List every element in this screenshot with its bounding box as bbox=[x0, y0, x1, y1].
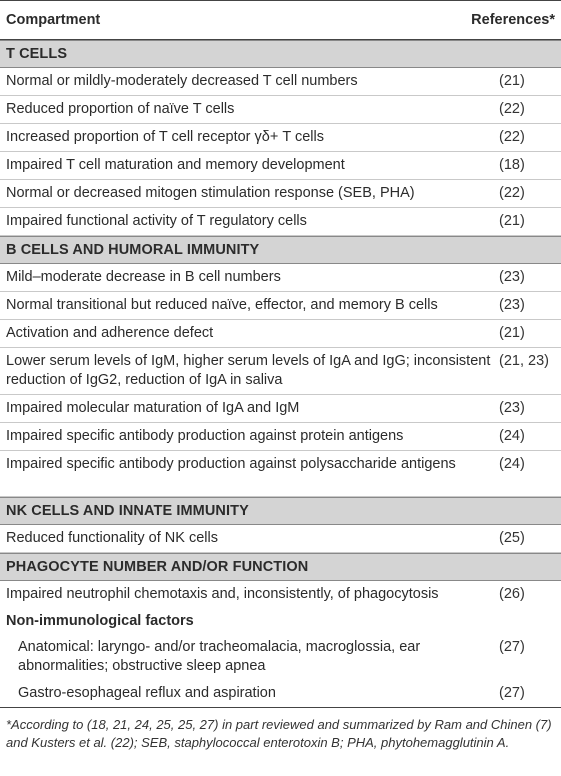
header-references: References* bbox=[471, 11, 555, 28]
table-row bbox=[0, 451, 561, 497]
section-nk-cells: NK CELLS AND INNATE IMMUNITY bbox=[0, 497, 561, 525]
row-text: Impaired specific antibody production against protein antigens bbox=[6, 428, 404, 444]
row-ref: (21) bbox=[499, 325, 525, 341]
row-text: Mild–moderate decrease in B cell numbers bbox=[6, 269, 281, 285]
row-ref: (22) bbox=[499, 101, 525, 117]
table-row bbox=[0, 348, 561, 395]
table-row bbox=[0, 124, 561, 152]
row-ref: (23) bbox=[499, 297, 525, 313]
table-row bbox=[0, 634, 561, 680]
row-text: Normal or decreased mitogen stimulation response (SEB, PHA) bbox=[6, 185, 415, 201]
row-text: Gastro-esophageal reflux and aspiration bbox=[18, 685, 276, 701]
row-ref: (24) bbox=[499, 428, 525, 444]
row-ref: (23) bbox=[499, 400, 525, 416]
row-text: Increased proportion of T cell receptor γδ+ T cells bbox=[6, 129, 324, 145]
table-row bbox=[0, 208, 561, 236]
row-text: Anatomical: laryngo- and/or tracheomalacia, macroglossia, ear abnormalities; obstructive sleep apnea bbox=[18, 639, 421, 674]
row-ref: (21) bbox=[499, 213, 525, 229]
row-ref: (23) bbox=[499, 269, 525, 285]
table-header bbox=[0, 0, 561, 40]
row-ref: (18) bbox=[499, 157, 525, 173]
row-ref: (24) bbox=[499, 456, 525, 472]
row-text: Normal or mildly-moderately decreased T cell numbers bbox=[6, 73, 358, 89]
row-ref: (21) bbox=[499, 73, 525, 89]
section-phagocyte: PHAGOCYTE NUMBER AND/OR FUNCTION bbox=[0, 553, 561, 581]
row-ref: (25) bbox=[499, 530, 525, 546]
section-t-cells: T CELLS bbox=[0, 40, 561, 68]
row-ref: (21, 23) bbox=[499, 353, 549, 369]
row-text: Impaired functional activity of T regulatory cells bbox=[6, 213, 307, 229]
row-text: Normal transitional but reduced naïve, effector, and memory B cells bbox=[6, 297, 438, 313]
header-compartment: Compartment bbox=[6, 11, 101, 28]
table-row bbox=[0, 423, 561, 451]
table-row bbox=[0, 96, 561, 124]
table-row bbox=[0, 395, 561, 423]
row-ref: (27) bbox=[499, 639, 525, 655]
row-text: Impaired molecular maturation of IgA and IgM bbox=[6, 400, 300, 416]
table-row bbox=[0, 152, 561, 180]
section-b-cells: B CELLS AND HUMORAL IMMUNITY bbox=[0, 236, 561, 264]
table-row bbox=[0, 581, 561, 608]
table-row bbox=[0, 320, 561, 348]
table-row bbox=[0, 180, 561, 208]
table-row bbox=[0, 264, 561, 292]
table-footnote: *According to (18, 21, 24, 25, 25, 27) in part reviewed and summarized by Ram and Chinen (7) and Kusters et al. (22); SEB, staphylococcal enterotoxin B; PHA, phytohemagglutinin A. bbox=[6, 717, 552, 750]
row-ref: (27) bbox=[499, 685, 525, 701]
row-ref: (26) bbox=[499, 586, 525, 602]
row-text: Activation and adherence defect bbox=[6, 325, 214, 341]
table-row bbox=[0, 680, 561, 708]
row-ref: (22) bbox=[499, 185, 525, 201]
row-ref: (22) bbox=[499, 129, 525, 145]
row-text: Reduced proportion of naïve T cells bbox=[6, 101, 235, 117]
row-text: Impaired neutrophil chemotaxis and, inconsistently, of phagocytosis bbox=[6, 586, 439, 602]
table-row bbox=[0, 292, 561, 320]
row-text: Impaired T cell maturation and memory development bbox=[6, 157, 345, 173]
table-row bbox=[0, 525, 561, 553]
row-text: Impaired specific antibody production against polysaccharide antigens bbox=[6, 456, 456, 472]
non-immunological-heading: Non-immunological factors bbox=[6, 613, 194, 629]
row-text: Lower serum levels of IgM, higher serum levels of IgA and IgG; inconsistent reduction of IgG2, reduction of IgA in saliva bbox=[6, 353, 491, 388]
table-row bbox=[0, 68, 561, 96]
row-text: Reduced functionality of NK cells bbox=[6, 530, 218, 546]
